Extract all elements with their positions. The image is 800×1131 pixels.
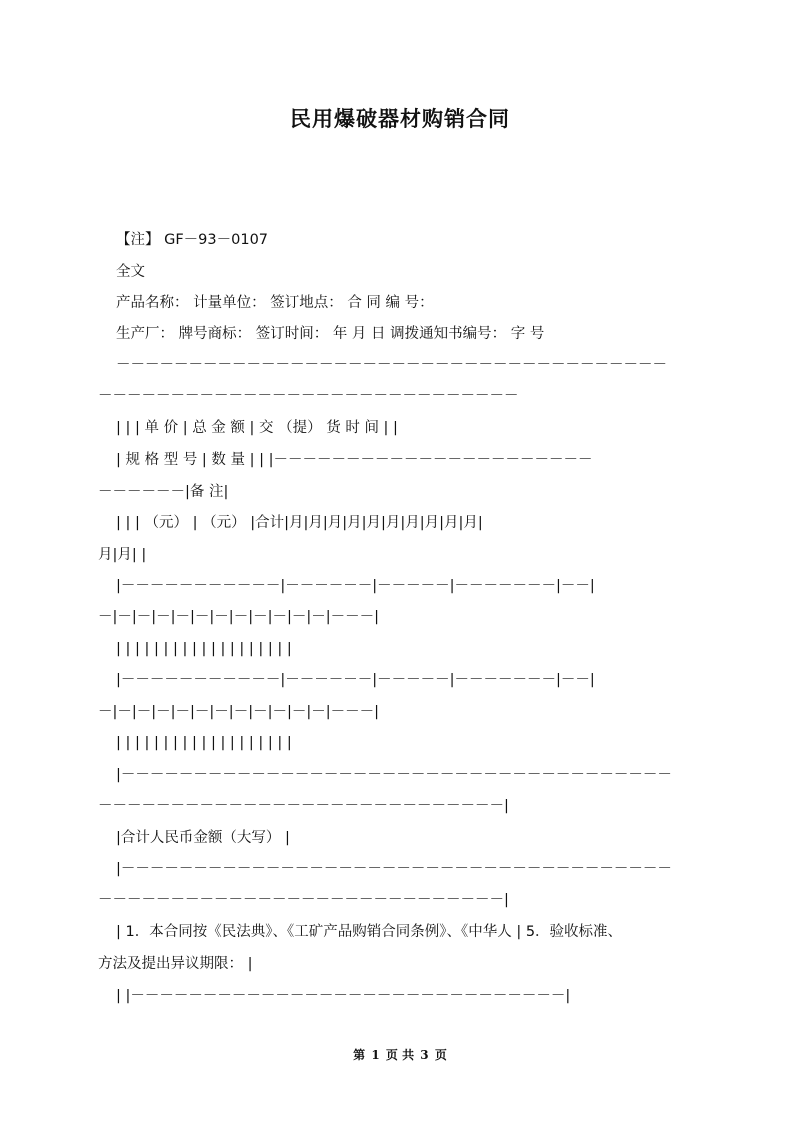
table-empty-row-2: | | | | | | | | | | | | | | | | | | | <box>116 735 292 751</box>
table-header-row-2: | 规 格 型 号 | 数 量 | | |－－－－－－－－－－－－－－－－－－－－－－ <box>116 452 593 468</box>
table-header-row-1: | | | 单 价 | 总 金 额 | 交 （提） 货 时 间 | | <box>116 420 398 436</box>
footer-total-pages: 3 <box>420 1048 429 1062</box>
table-divider-5: | |－－－－－－－－－－－－－－－－－－－－－－－－－－－－－－| <box>116 988 571 1004</box>
table-divider-4: |－－－－－－－－－－－－－－－－－－－－－－－－－－－－－－－－－－－－－－ <box>116 861 672 877</box>
table-border-top: －－－－－－－－－－－－－－－－－－－－－－－－－－－－－－－－－－－－－－ <box>116 357 667 373</box>
table-divider-1-cont: －|－|－|－|－|－|－|－|－|－|－|－|－－－| <box>98 609 380 625</box>
footer-prefix: 第 <box>353 1048 366 1062</box>
table-border-top-cont: －－－－－－－－－－－－－－－－－－－－－－－－－－－－－ <box>98 388 519 404</box>
table-divider-2-cont: －|－|－|－|－|－|－|－|－|－|－|－|－－－| <box>98 704 380 720</box>
terms-row-cont: 方法及提出异议期限： | <box>98 956 253 972</box>
table-empty-row-1: | | | | | | | | | | | | | | | | | | | <box>116 641 292 657</box>
document-title: 民用爆破器材购销合同 <box>290 107 510 131</box>
page-footer <box>0 1046 800 1064</box>
manufacturer-info-line: 生产厂： 牌号商标： 签订时间： 年 月 日 调拨通知书编号： 字 号 <box>116 326 545 342</box>
table-header-row-2-cont: －－－－－－|备 注| <box>98 484 229 500</box>
footer-page-number: 1 <box>371 1048 380 1062</box>
table-header-row-3-cont: 月|月| | <box>98 547 147 563</box>
table-divider-3: |－－－－－－－－－－－－－－－－－－－－－－－－－－－－－－－－－－－－－－ <box>116 767 672 783</box>
terms-row: | 1．本合同按《民法典》、《工矿产品购销合同条例》、《中华人 | 5．验收标准、 <box>116 924 623 940</box>
table-divider-3-cont: －－－－－－－－－－－－－－－－－－－－－－－－－－－－| <box>98 798 509 814</box>
note-line: 【注】 GF－93－0107 <box>116 232 269 248</box>
footer-suffix: 页 <box>434 1048 447 1062</box>
table-divider-2: |－－－－－－－－－－－|－－－－－－|－－－－－|－－－－－－－|－－| <box>116 672 595 688</box>
table-divider-1: |－－－－－－－－－－－|－－－－－－|－－－－－|－－－－－－－|－－| <box>116 578 595 594</box>
product-info-line: 产品名称： 计量单位： 签订地点： 合 同 编 号： <box>116 295 434 311</box>
table-divider-4-cont: －－－－－－－－－－－－－－－－－－－－－－－－－－－－| <box>98 892 509 908</box>
fulltext-label: 全文 <box>116 264 145 280</box>
table-header-row-3: | | | （元） | （元） |合计|月|月|月|月|月|月|月|月|月|月| <box>116 515 483 531</box>
footer-middle: 页 共 <box>385 1048 415 1062</box>
total-amount-row: |合计人民币金额（大写） | <box>116 830 290 846</box>
